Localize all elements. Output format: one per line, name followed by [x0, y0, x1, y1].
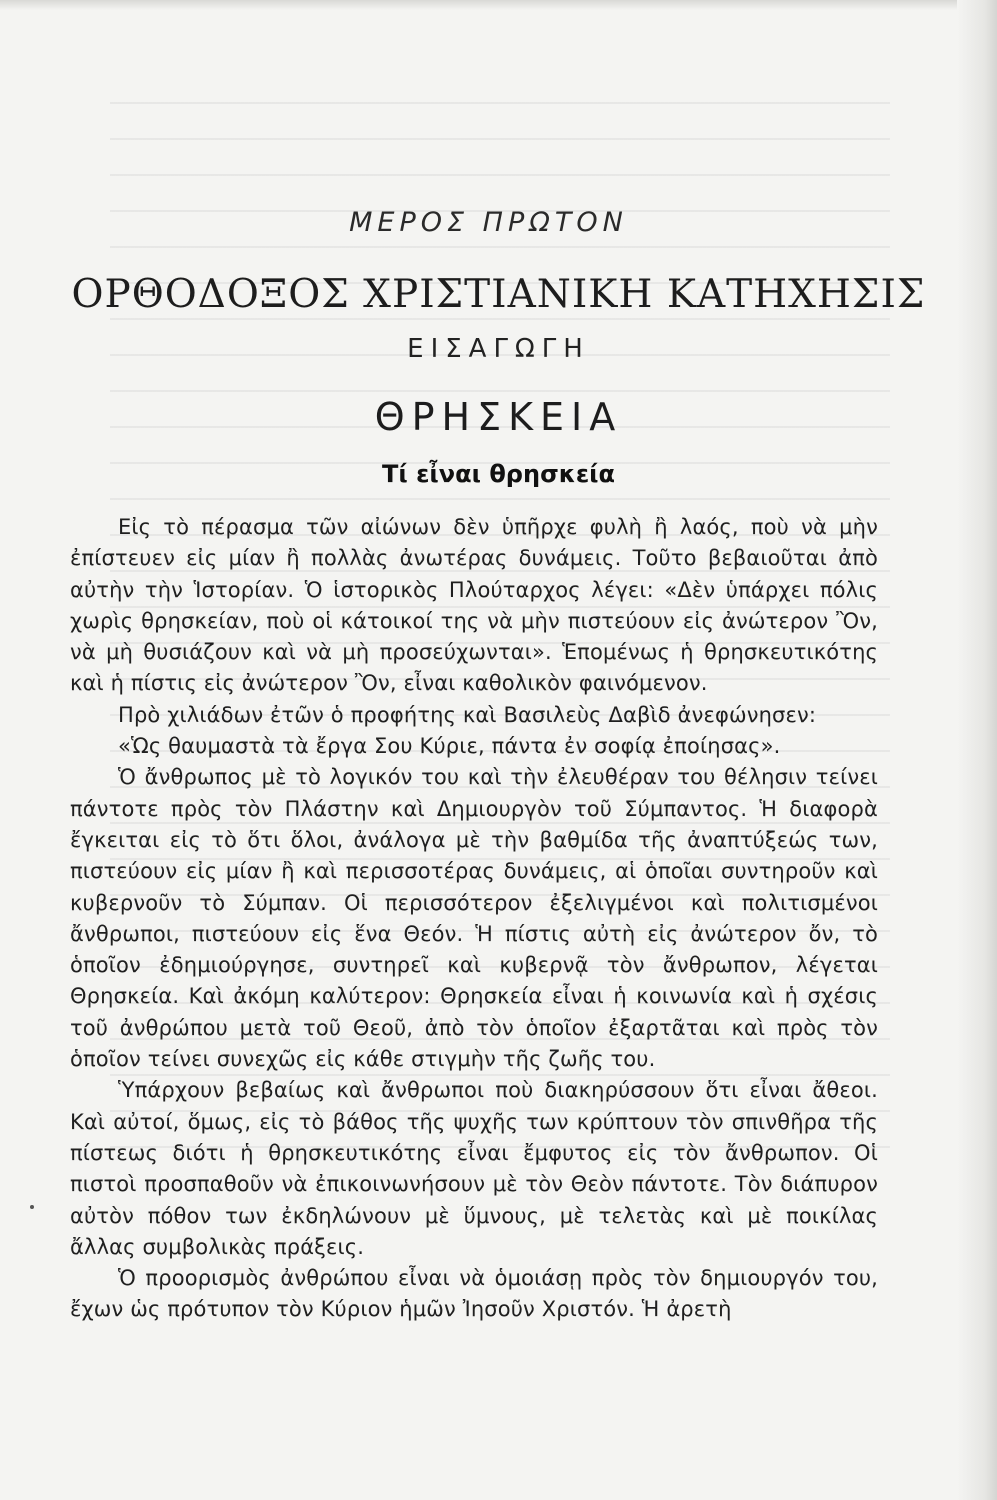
- paragraph-3: Ὁ ἄνθρωπος μὲ τὸ λογικόν του καὶ τὴν ἐλευθέραν του θέλησιν τείνει πάντοτε πρὸς τὸν Πλάστην καὶ Δημιουργὸν τοῦ Σύμπαντος. Ἡ διαφορὰ ἔγκειται εἰς τὸ ὅτι ὅλοι, ἀνάλογα μὲ τὴν βαθμίδα τῆς ἀναπτύξεώς των, πιστεύουν εἰς μίαν ἢ καὶ περισσοτέρας δυνάμεις, αἱ ὁποῖαι συντηροῦν καὶ κυβερνοῦν τὸ Σύμπαν. Οἱ περισσότερον ἐξελιγμένοι καὶ πολιτισμένοι ἄνθρωποι, πιστεύουν εἰς ἕνα Θεόν. Ἡ πίστις αὐτὴ εἰς ἀνώτερον ὄν, τὸ ὁποῖον ἐδημιούργησε, συντηρεῖ καὶ κυβερνᾷ τὸν ἄνθρωπον, λέγεται Θρησκεία. Καὶ ἀκόμη καλύτερον: Θρησκεία εἶναι ἡ κοινωνία καὶ ἡ σχέσις τοῦ ἀνθρώπου μετὰ τοῦ Θεοῦ, ἀπὸ τὸν ὁποῖον ἐξαρτᾶται καὶ πρὸς τὸν ὁποῖον τείνει συνεχῶς εἰς κάθε στιγμὴν τῆς ζωῆς του.: [70, 765, 878, 1072]
- paragraph-2: Πρὸ χιλιάδων ἐτῶν ὁ προφήτης καὶ Βασιλεὺς Δαβὶδ ἀνεφώνησεν:: [118, 702, 817, 727]
- quote: «Ὡς θαυμαστὰ τὰ ἔργα Σου Κύριε, πάντα ἐν σοφίᾳ ἐποίησας».: [118, 734, 781, 759]
- main-title: ΟΡΘΟΔΟΞΟΣ ΧΡΙΣΤΙΑΝΙΚΗ ΚΑΤΗΧΗΣΙΣ: [71, 272, 926, 317]
- chapter-title: ΘΡΗΣΚΕΙΑ: [374, 395, 623, 439]
- subtitle: ΕΙΣΑΓΩΓΗ: [407, 334, 590, 364]
- paragraph-5: Ὁ προορισμὸς ἀνθρώπου εἶναι νὰ ὁμοιάσῃ πρὸς τὸν δημιουργόν του, ἔχων ὡς πρότυπον τὸν Κύριον ἡμῶν Ἰησοῦν Χριστόν. Ἡ ἀρετὴ: [70, 1266, 878, 1322]
- section-subtitle: Τί εἶναι θρησκεία: [381, 460, 616, 488]
- paragraph-4: Ὑπάρχουν βεβαίως καὶ ἄνθρωποι ποὺ διακηρύσσουν ὅτι εἶναι ἄθεοι. Καὶ αὐτοί, ὅμως, εἰς τὸ βάθος τῆς ψυχῆς των κρύπτουν τὸν σπινθῆρα τῆς πίστεως διότι ἡ θρησκευτικότης εἶναι ἔμφυτος εἰς τὸν ἄνθρωπον. Οἱ πιστοὶ προσπαθοῦν νὰ ἐπικοινωνήσουν μὲ τὸν Θεὸν πάντοτε. Τὸν διάπυρον αὐτὸν πόθον των ἐκδηλώνουν μὲ ὕμνους, μὲ τελετὰς καὶ μὲ ποικίλας ἄλλας συμβολικὰς πράξεις.: [70, 1078, 878, 1259]
- margin-dot: [30, 1205, 34, 1209]
- scan-edge-top: [0, 0, 997, 10]
- body-text: [70, 512, 878, 1326]
- paragraph-1: Εἰς τὸ πέρασμα τῶν αἰώνων δὲν ὑπῆρχε φυλὴ ἢ λαός, ποὺ νὰ μὴν ἐπίστευεν εἰς μίαν ἢ πολλὰς ἀνωτέρας δυνάμεις. Τοῦτο βεβαιοῦται ἀπὸ αὐτὴν τὴν Ἱστορίαν. Ὁ ἱστορικὸς Πλούταρχος λέγει: «Δὲν ὑπάρχει πόλις χωρὶς θρησκείαν, ποὺ οἱ κάτοικοί της νὰ μὴν πιστεύουν εἰς ἀνώτερον Ὂν, νὰ μὴ θυσιάζουν καὶ νὰ μὴ προσεύχωνται». Ἑπομένως ἡ θρησκευτικότης καὶ ἡ πίστις εἰς ἀνώτερον Ὂν, εἶναι καθολικὸν φαινόμενον.: [70, 515, 878, 696]
- section-heading: ΜΕΡΟΣ ΠΡΩΤΟΝ: [349, 207, 628, 238]
